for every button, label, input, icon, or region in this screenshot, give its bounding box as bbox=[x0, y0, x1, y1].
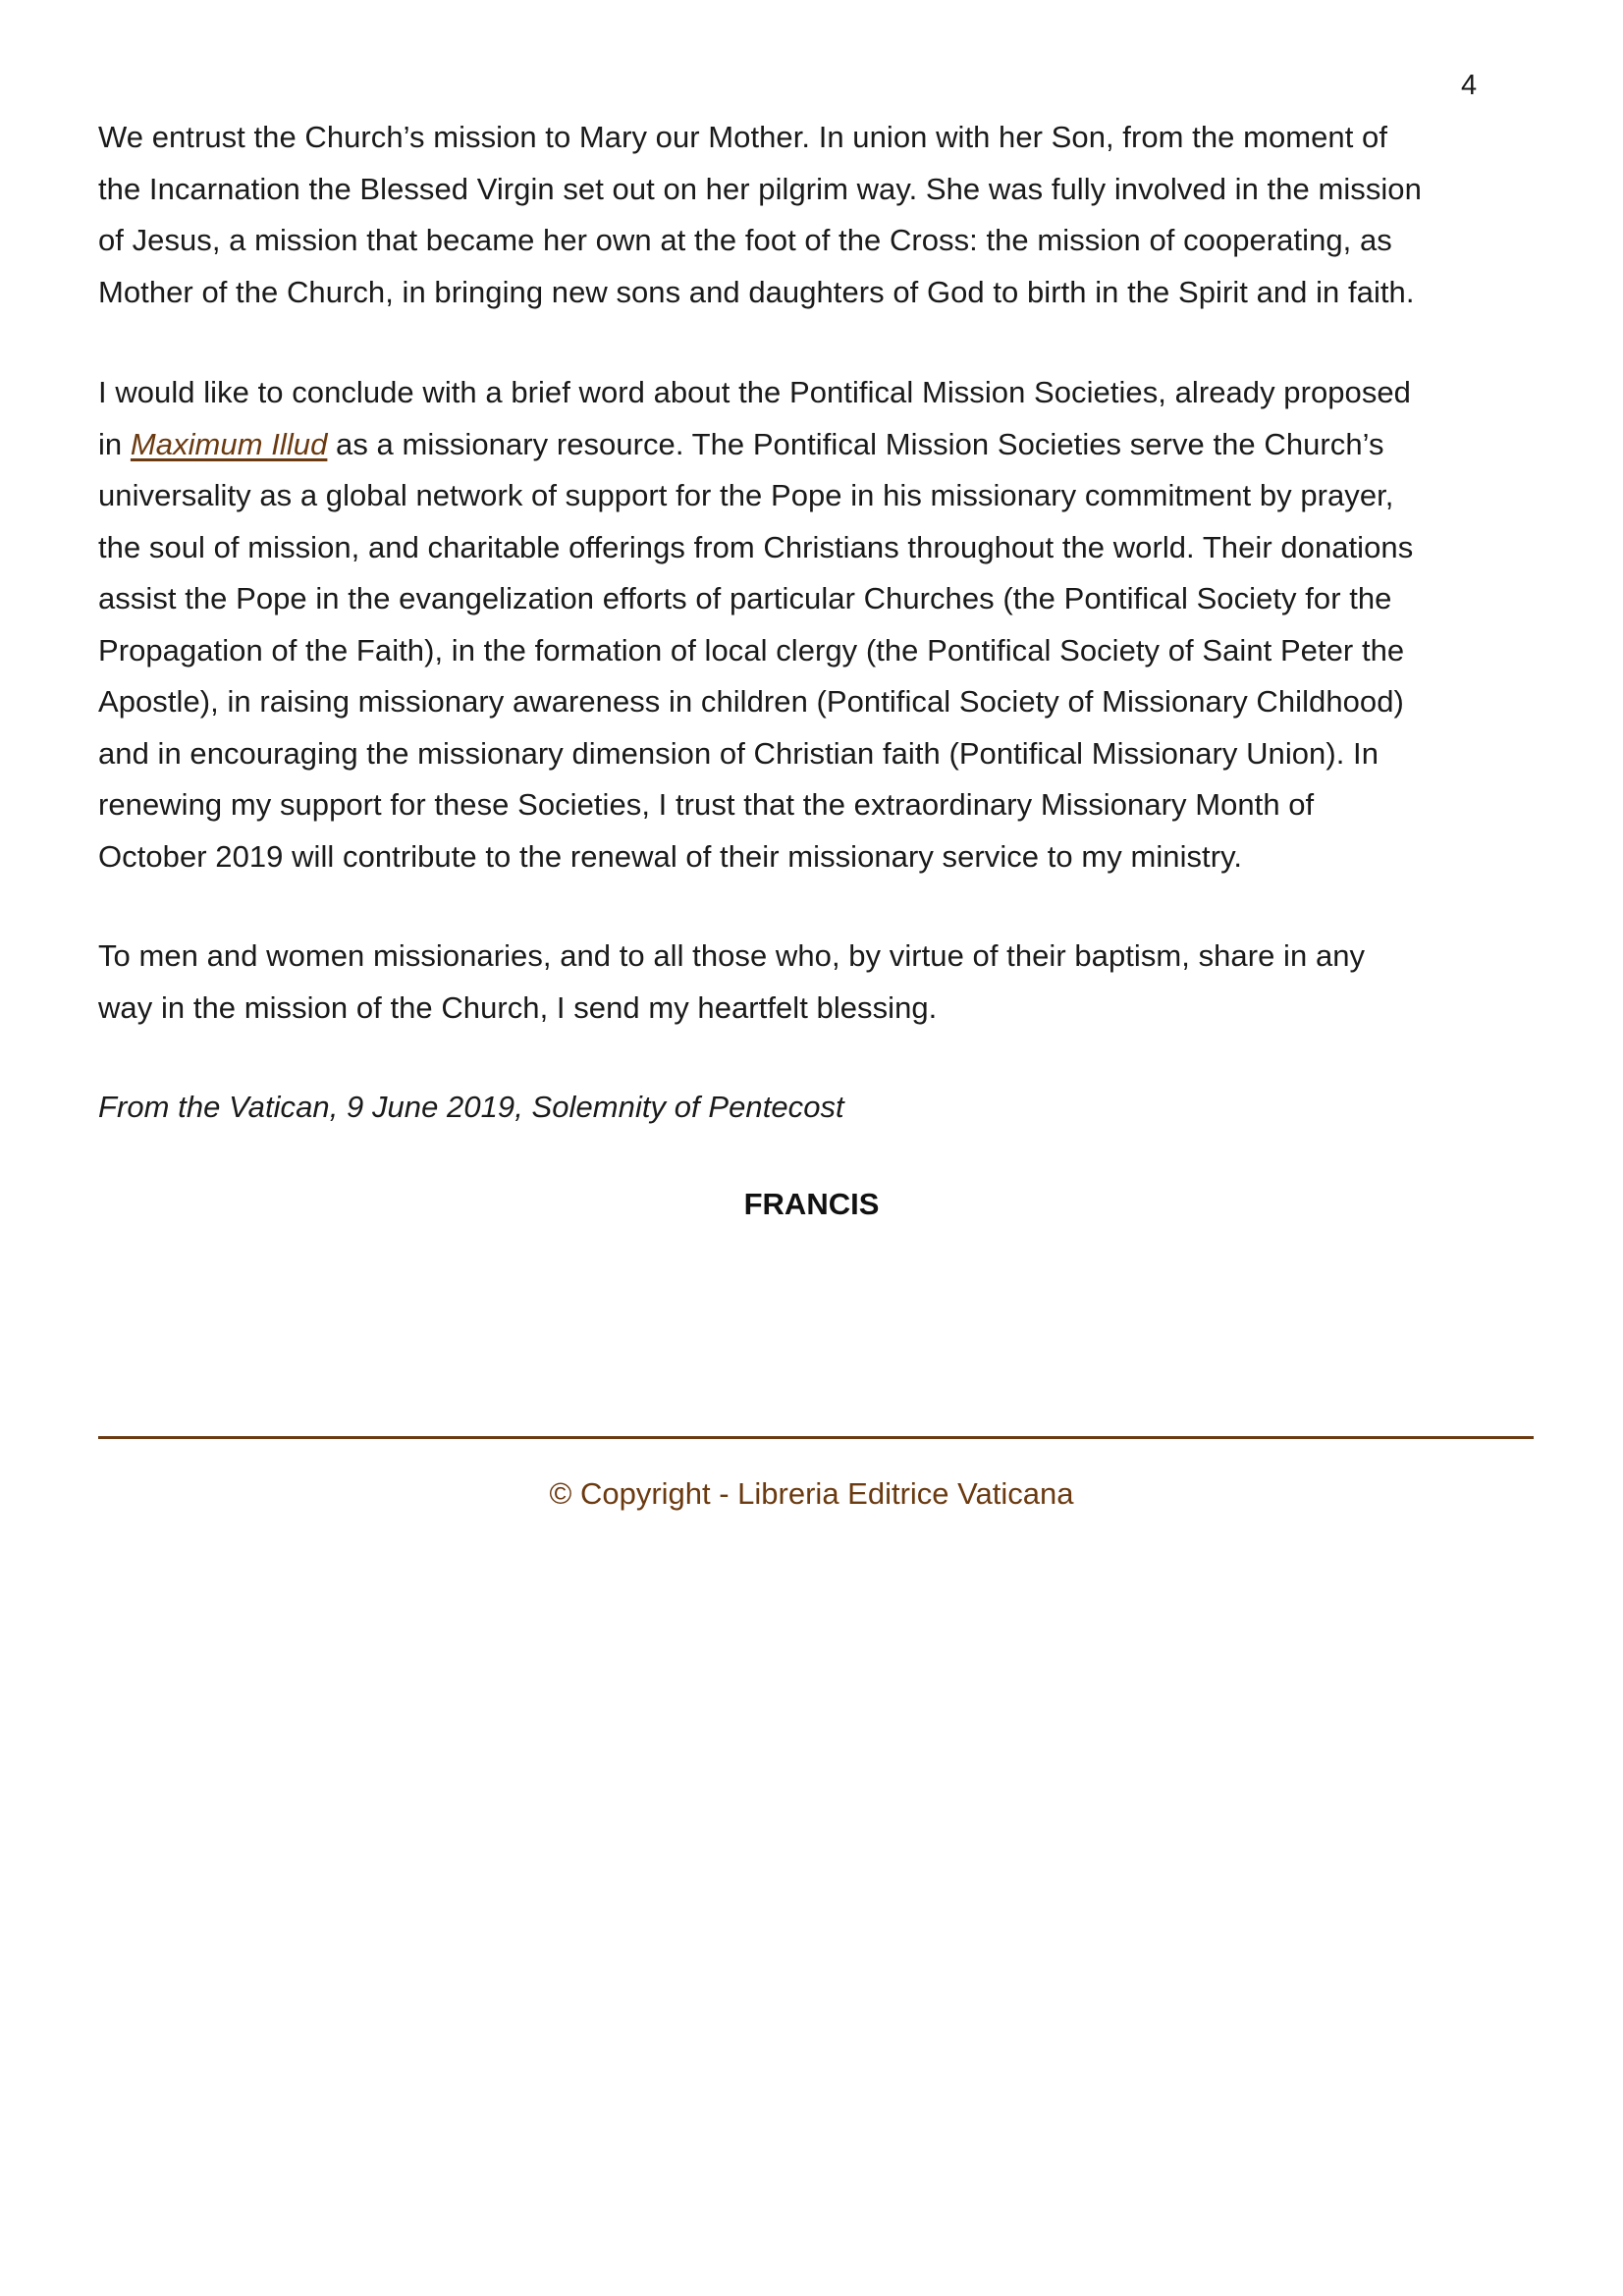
paragraph-line: and in encouraging the missionary dimension of Christian faith (Pontifical Missionary Union). In bbox=[98, 735, 1379, 771]
page-number: 4 bbox=[1461, 70, 1478, 101]
paragraph-pontifical-mission-societies bbox=[98, 367, 1571, 882]
paragraph-line: Mother of the Church, in bringing new sons and daughters of God to birth in the Spirit and in faith. bbox=[98, 274, 1415, 309]
footer-divider bbox=[98, 1436, 1534, 1439]
paragraph-line: To men and women missionaries, and to all those who, by virtue of their baptism, share in any bbox=[98, 938, 1366, 973]
paragraph-line: the Incarnation the Blessed Virgin set out on her pilgrim way. She was fully involved in the mission bbox=[98, 171, 1422, 206]
signature: FRANCIS bbox=[743, 1187, 880, 1221]
paragraph-line-with-link bbox=[98, 419, 1571, 471]
paragraph-line: renewing my support for these Societies, I trust that the extraordinary Missionary Month of bbox=[98, 787, 1315, 822]
paragraph-line: Apostle), in raising missionary awareness in children (Pontifical Society of Missionary Childhood) bbox=[98, 684, 1404, 719]
dateline bbox=[98, 1082, 1571, 1134]
paragraph-blessing bbox=[98, 931, 1571, 1034]
paragraph-line: Propagation of the Faith), in the formation of local clergy (the Pontifical Society of Saint Peter the bbox=[98, 632, 1405, 667]
paragraph-line: We entrust the Church’s mission to Mary our Mother. In union with her Son, from the moment of bbox=[98, 120, 1387, 154]
link-suffix: as a missionary resource. The Pontifical Mission Societies serve the Church’s bbox=[327, 426, 1384, 461]
paragraph-line: universality as a global network of support for the Pope in his missionary commitment by prayer, bbox=[98, 478, 1394, 512]
copyright-notice: © Copyright - Libreria Editrice Vaticana bbox=[549, 1476, 1074, 1511]
paragraph-line: October 2019 will contribute to the renewal of their missionary service to my ministry. bbox=[98, 838, 1243, 874]
link-prefix: in bbox=[98, 426, 131, 461]
paragraph-line: of Jesus, a mission that became her own at the foot of the Cross: the mission of cooperating, as bbox=[98, 223, 1392, 257]
dateline-text: From the Vatican, 9 June 2019, Solemnity of Pentecost bbox=[98, 1090, 844, 1124]
paragraph-mary-our-mother bbox=[98, 112, 1571, 318]
paragraph-line: assist the Pope in the evangelization efforts of particular Churches (the Pontifical Society for the bbox=[98, 581, 1392, 615]
paragraph-line: the soul of mission, and charitable offerings from Christians throughout the world. Their donations bbox=[98, 529, 1414, 564]
paragraph-line: I would like to conclude with a brief word about the Pontifical Mission Societies, already proposed bbox=[98, 375, 1411, 409]
maximum-illud-link[interactable]: Maximum Illud bbox=[130, 426, 328, 461]
paragraph-line: way in the mission of the Church, I send my heartfelt blessing. bbox=[98, 989, 938, 1025]
